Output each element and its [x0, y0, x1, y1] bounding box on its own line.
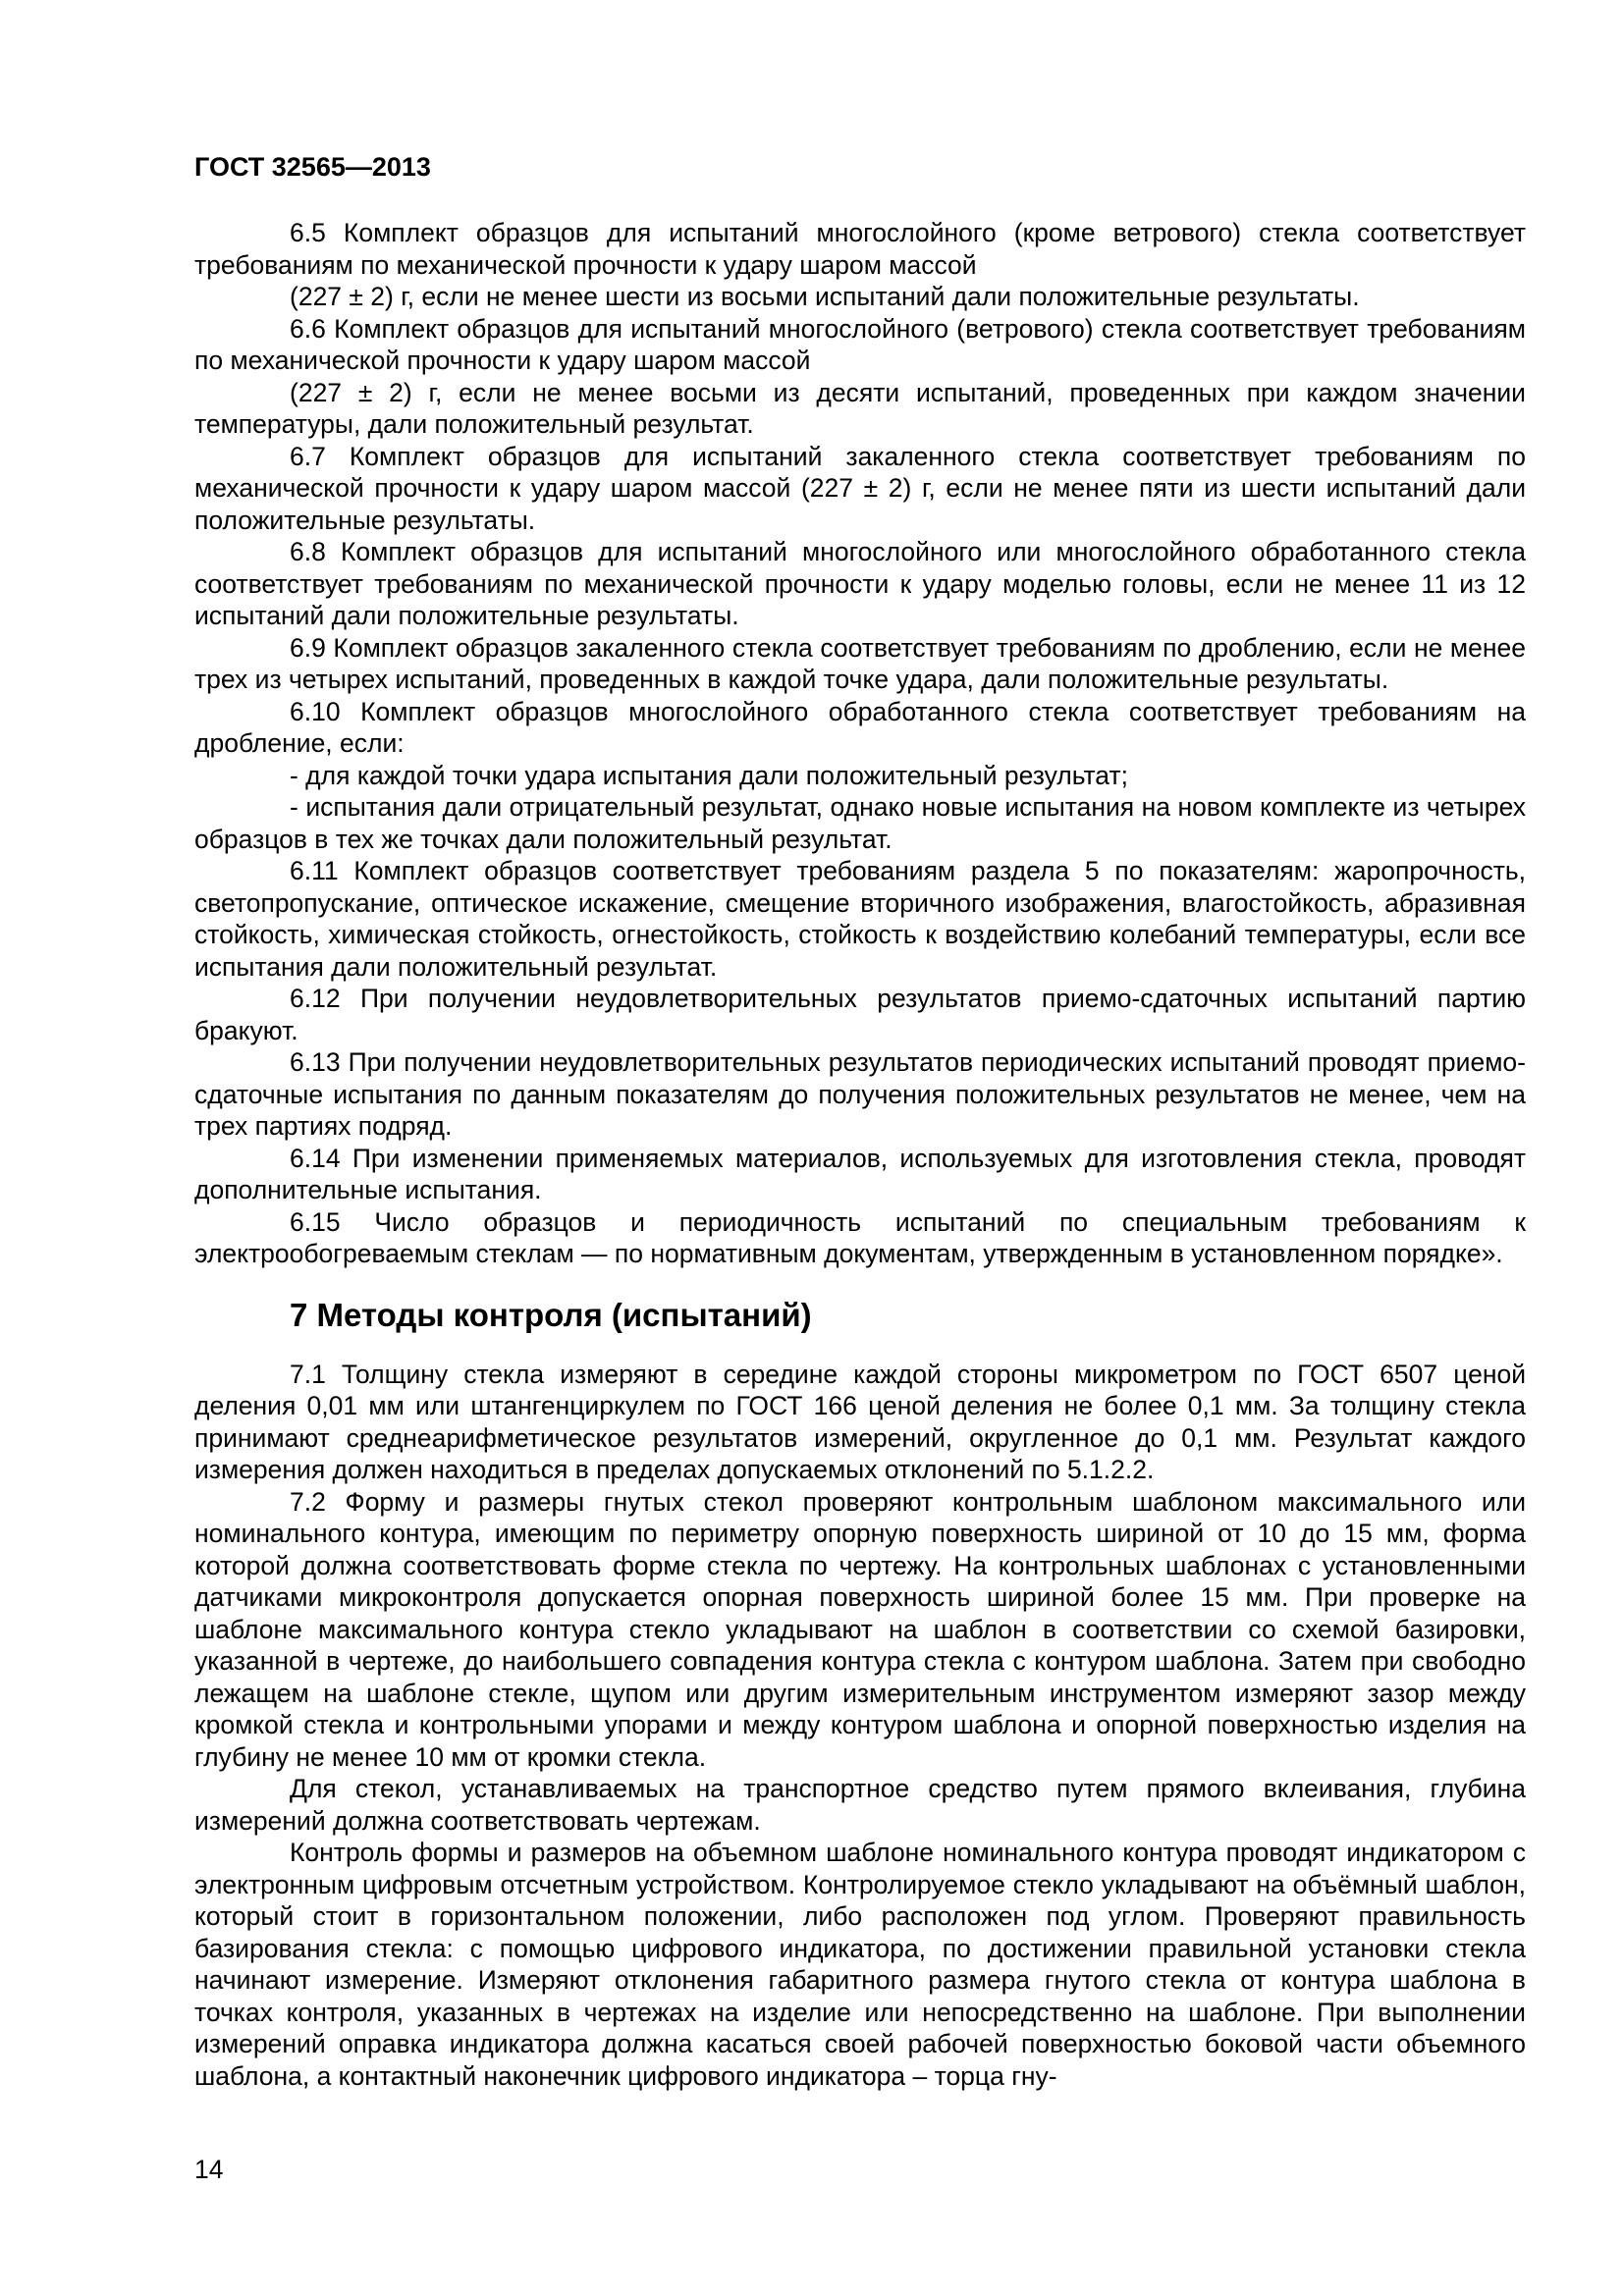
- paragraph: 6.10 Комплект образцов многослойного обработанного стекла соответствует требованиям на дробление, если:: [194, 696, 1526, 758]
- paragraph: 6.5 Комплект образцов для испытаний многослойного (кроме ветрового) стекла соответствует требованиям по механической прочности к удару шаром массой: [194, 218, 1526, 280]
- paragraph: - испытания дали отрицательный результат, однако новые испытания на новом комплекте из четырех образцов в тех же точках дали положительный результат.: [194, 792, 1526, 854]
- paragraph: 6.6 Комплект образцов для испытаний многослойного (ветрового) стекла соответствует требованиям по механической прочности к удару шаром массой: [194, 313, 1526, 375]
- paragraph: 7.2 Форму и размеры гнутых стекол проверяют контрольным шаблоном максимального или номинального контура, имеющим по периметру опорную поверхность шириной от 10 до 15 мм, форма которой должна соответствовать форме стекла по чертежу. На контрольных шаблонах с установленными датчиками микроконтроля допускается опорная поверхность шириной более 15 мм. При проверке на шаблоне максимального контура стекло укладывают на шаблон в соответствии со схемой базировки, указанной в чертеже, до наибольшего совпадения контура стекла с контуром шаблона. Затем при свободно лежащем на шаблоне стекле, щупом или другим измерительным инструментом измеряют зазор между кромкой стекла и контрольными упорами и между контуром шаблона и опорной поверхностью изделия на глубину не менее 10 мм от кромки стекла.: [194, 1486, 1526, 1772]
- paragraph: - для каждой точки удара испытания дали положительный результат;: [290, 760, 1128, 790]
- section-title: 7 Методы контроля (испытаний): [290, 1296, 812, 1333]
- document-body: [194, 217, 1526, 2092]
- paragraph: 6.14 При изменении применяемых материалов, используемых для изготовления стекла, проводят дополнительные испытания.: [194, 1143, 1526, 1204]
- paragraph: 6.12 При получении неудовлетворительных результатов приемо-сдаточных испытаний партию бракуют.: [194, 984, 1526, 1045]
- paragraph: 7.1 Толщину стекла измеряют в середине каждой стороны микрометром по ГОСТ 6507 ценой деления 0,01 мм или штангенциркулем по ГОСТ 166 ценой деления не более 0,1 мм. За толщину стекла принимают среднеарифметическое результатов измерений, округленное до 0,1 мм. Результат каждого измерения должен находиться в пределах допускаемых отклонений по 5.1.2.2.: [194, 1359, 1526, 1484]
- section-6-paragraphs: [194, 217, 1526, 1270]
- paragraph: Для стекол, устанавливаемых на транспортное средство путем прямого вклеивания, глубина измерений должна соответствовать чертежам.: [194, 1774, 1526, 1836]
- paragraph: 6.15 Число образцов и периодичность испытаний по специальным требованиям к электрообогреваемым стеклам — по нормативным документам, утвержденным в установленном порядке».: [194, 1206, 1526, 1268]
- page-number: 14: [194, 2155, 224, 2184]
- section-7-paragraphs: [194, 1359, 1526, 2093]
- paragraph: 6.7 Комплект образцов для испытаний закаленного стекла соответствует требованиям по механической прочности к удару шаром массой (227 ± 2) г, если не менее пяти из шести испытаний дали положительные результаты.: [194, 441, 1526, 535]
- paragraph: 6.11 Комплект образцов соответствует требованиям раздела 5 по показателям: жаропрочность, светопропускание, оптическое искажение, смещение вторичного изображения, влагостойкость, абразивная стойкость, химическая стойкость, огнестойкость, стойкость к воздействию колебаний температуры, если все испытания дали положительный результат.: [194, 856, 1526, 982]
- paragraph: (227 ± 2) г, если не менее шести из восьми испытаний дали положительные результаты.: [290, 282, 1360, 311]
- paragraph: 6.13 При получении неудовлетворительных результатов периодических испытаний проводят приемо-сдаточные испытания по данным показателям до получения положительных результатов не менее, чем на трех партиях подряд.: [194, 1047, 1526, 1141]
- paragraph: Контроль формы и размеров на объемном шаблоне номинального контура проводят индикатором с электронным цифровым отсчетным устройством. Контролируемое стекло укладывают на объёмный шаблон, который стоит в горизонтальном положении, либо расположен под углом. Проверяют правильность базирования стекла: с помощью цифрового индикатора, по достижении правильной установки стекла начинают измерение. Измеряют отклонения габаритного размера гнутого стекла от контура шаблона в точках контроля, указанных в чертежах на изделие или непосредственно на шаблоне. При выполнении измерений оправка индикатора должна касаться своей рабочей поверхностью боковой части объемного шаблона, а контактный наконечник цифрового индикатора – торца гну-: [194, 1838, 1526, 2091]
- paragraph: 6.8 Комплект образцов для испытаний многослойного или многослойного обработанного стекла соответствует требованиям по механической прочности к удару моделью головы, если не менее 11 из 12 испытаний дали положительные результаты.: [194, 537, 1526, 630]
- document-header: ГОСТ 32565—2013: [194, 152, 431, 182]
- paragraph: 6.9 Комплект образцов закаленного стекла соответствует требованиям по дроблению, если не менее трех из четырех испытаний, проведенных в каждой точке удара, дали положительные результаты.: [194, 632, 1526, 694]
- paragraph: (227 ± 2) г, если не менее восьми из десяти испытаний, проведенных при каждом значении температуры, дали положительный результат.: [194, 377, 1526, 439]
